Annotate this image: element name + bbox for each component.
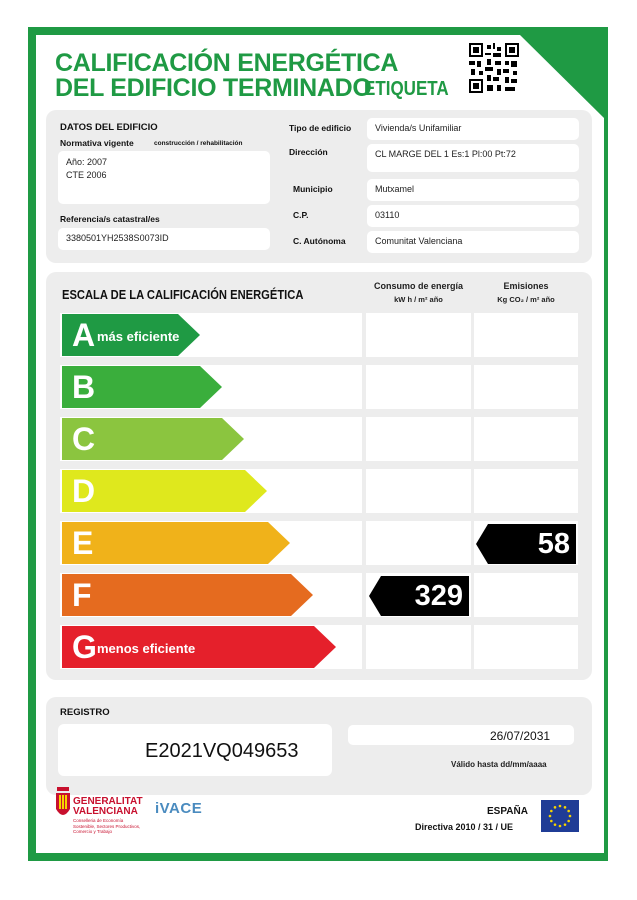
eu-flag-icon (541, 800, 579, 832)
autonoma-label: C. Autónoma (293, 236, 346, 246)
catastral-label: Referencia/s catastral/es (60, 214, 160, 224)
cp-field: 03110 (367, 205, 579, 227)
generalitat-shield-icon (55, 787, 71, 823)
consumo-unit: kW h / m² año (394, 295, 443, 304)
grade-arrow-e (62, 522, 290, 564)
grade-arrow-shape (62, 522, 290, 564)
normativa-field (58, 151, 270, 204)
direccion-label: Dirección (289, 147, 328, 157)
title-line-1: CALIFICACIÓN ENERGÉTICA (55, 49, 399, 77)
grade-note: más eficiente (97, 329, 180, 344)
emisiones-indicator (476, 524, 576, 564)
consumo-cell (366, 469, 471, 513)
eu-star (567, 810, 570, 813)
emisiones-cell (474, 573, 578, 617)
grade-letter: C (72, 421, 96, 457)
country-label: ESPAÑA (487, 806, 528, 817)
gv-sub-3: Comercio y Trabajo (73, 829, 113, 834)
gv-sub-1: Conselleria de Economía (73, 818, 124, 823)
grade-row-a (60, 313, 578, 357)
autonoma-field: Comunitat Valenciana (367, 231, 579, 253)
consumo-cell (366, 521, 471, 565)
grade-row-e (60, 521, 578, 565)
qr-code-icon[interactable] (469, 43, 519, 93)
gv-line-1: GENERALITAT (73, 796, 143, 807)
grade-letter: B (72, 369, 96, 405)
grade-letter: G (72, 629, 97, 665)
consumo-column-header (366, 280, 471, 306)
conselleria-text (73, 818, 140, 835)
emisiones-cell (474, 365, 578, 409)
gv-sub-2: Sostenible, Sectores Productivos, (73, 823, 141, 829)
eu-star (564, 806, 567, 809)
consumo-cell (366, 313, 471, 357)
tipo-label: Tipo de edificio (289, 123, 352, 133)
grade-arrow-c (62, 418, 244, 460)
catastral-field: 3380501YH2538S0073ID (58, 228, 270, 250)
grade-row-b (60, 365, 578, 409)
grade-letter: E (72, 525, 94, 561)
emisiones-cell (474, 469, 578, 513)
grade-arrow-shape (62, 574, 313, 616)
emisiones-unit: Kg CO₂ / m² año (497, 295, 555, 304)
emisiones-cell (474, 521, 578, 565)
eu-star (550, 820, 553, 823)
generalitat-logo (73, 797, 143, 817)
eu-star (550, 810, 553, 813)
etiqueta-label: ETIQUETA (364, 78, 449, 100)
tipo-field: Vivienda/s Unifamiliar (367, 118, 579, 140)
building-section-title: DATOS DEL EDIFICIO (60, 122, 158, 133)
cp-label: C.P. (293, 210, 309, 220)
grade-row-d (60, 469, 578, 513)
emisiones-cell (474, 625, 578, 669)
directive-label: Directiva 2010 / 31 / UE (415, 822, 514, 832)
consumo-cell (366, 417, 471, 461)
eu-star (569, 815, 572, 818)
grade-arrow-b (62, 366, 222, 408)
scale-title: ESCALA DE LA CALIFICACIÓN ENERGÉTICA (62, 287, 304, 302)
valid-date: 26/07/2031 (490, 729, 551, 743)
consumo-cell (366, 365, 471, 409)
ivace-logo: iVACE (155, 800, 203, 817)
grade-letter: F (72, 577, 92, 613)
grade-row-g (60, 625, 578, 669)
municipio-field: Mutxamel (367, 179, 579, 201)
grade-arrow-d (62, 470, 267, 512)
emisiones-value: 58 (537, 528, 570, 560)
eu-star (559, 825, 562, 828)
consumo-cell (366, 625, 471, 669)
grade-arrow-g (62, 626, 336, 668)
eu-star (549, 815, 552, 818)
eu-star (567, 820, 570, 823)
grade-arrow-f (62, 574, 313, 616)
eu-star (564, 823, 567, 826)
consumo-value: 329 (414, 580, 463, 612)
normativa-label: Normativa vigente (60, 138, 134, 148)
consumo-title: Consumo de energía (373, 281, 463, 291)
eu-star (554, 806, 557, 809)
gv-line-2: VALENCIANA (73, 806, 138, 817)
eu-star (559, 805, 562, 808)
direccion-field: CL MARGE DEL 1 Es:1 Pl:00 Pt:72 (367, 144, 579, 172)
emisiones-cell (474, 417, 578, 461)
grade-letter: D (72, 473, 96, 509)
emisiones-cell (474, 313, 578, 357)
year-value: Año: 2007 (66, 157, 108, 167)
grade-note: menos eficiente (97, 641, 196, 656)
code-value: CTE 2006 (66, 170, 107, 180)
emisiones-column-header (474, 280, 578, 306)
consumo-cell (366, 573, 471, 617)
valid-until-label: Válido hasta dd/mm/aaaa (451, 760, 547, 769)
normativa-sub-label: construcción / rehabilitación (154, 140, 243, 147)
registro-label: REGISTRO (60, 707, 110, 718)
grade-letter: A (72, 317, 96, 353)
title-line-2: DEL EDIFICIO TERMINADO (55, 74, 372, 102)
consumo-indicator (369, 576, 469, 616)
grade-row-f (60, 573, 578, 617)
municipio-label: Municipio (293, 184, 333, 194)
emisiones-title: Emisiones (503, 281, 549, 291)
eu-star (554, 823, 557, 826)
grade-arrow-a (62, 314, 200, 356)
grade-row-c (60, 417, 578, 461)
registro-number: E2021VQ049653 (145, 740, 299, 762)
